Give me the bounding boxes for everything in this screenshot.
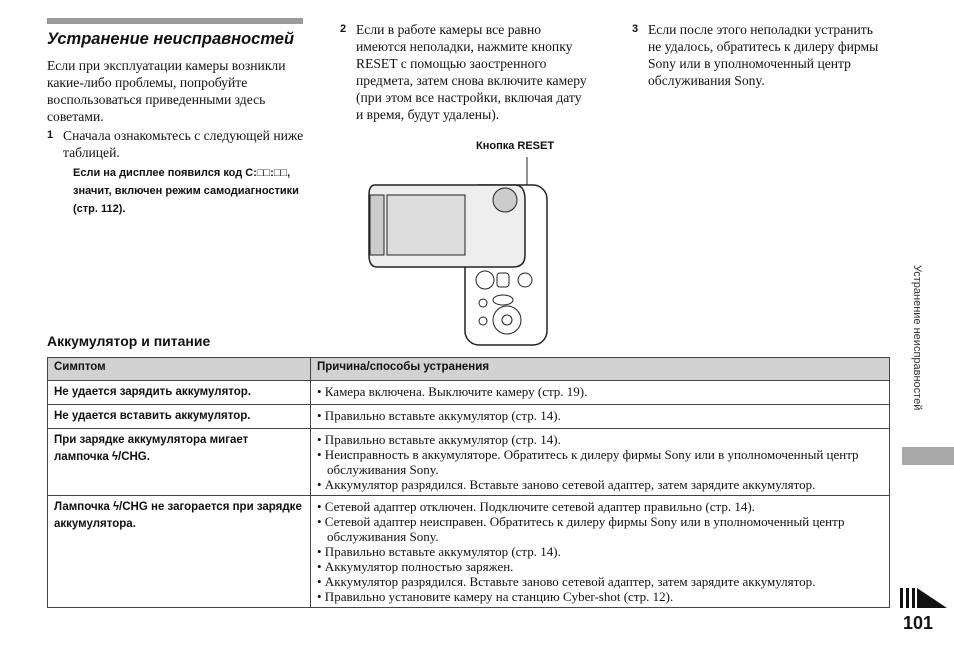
column-header-cause: Причина/способы устранения (311, 358, 890, 381)
troubleshooting-table (47, 357, 890, 608)
step-3 (632, 21, 888, 89)
section-bar (47, 18, 303, 24)
table-row (48, 405, 890, 429)
symptom-cell: При зарядке аккумулятора мигает лампочка ϟ/CHG. (48, 429, 311, 496)
cause-item: • Правильно установите камеру на станцию Cyber-shot (стр. 12). (317, 589, 674, 604)
step-number: 2 (340, 23, 347, 35)
cause-item: • Аккумулятор разрядился. Вставьте заново сетевой адаптер, затем зарядите аккумулятор. (317, 574, 816, 589)
page-title: Устранение неисправностей (47, 30, 295, 48)
cause-item: • Камера включена. Выключите камеру (стр. 19). (317, 384, 588, 399)
side-section-label: Устранение неисправностей (911, 265, 923, 411)
page-number: 101 (903, 613, 934, 633)
step-text: Если после этого неполадки устранить не удалось, обратитесь к дилеру фирмы Sony или в уполномоченный центр обслуживания Sony. (648, 22, 879, 88)
reset-button-label: Кнопка RESET (476, 140, 555, 152)
table-row (48, 381, 890, 405)
symptom-cell: Не удается вставить аккумулятор. (48, 405, 311, 429)
cause-cell (311, 405, 890, 429)
column-header-symptom: Симптом (48, 358, 311, 381)
table-row (48, 496, 890, 608)
cause-cell (311, 496, 890, 608)
cause-cell (311, 429, 890, 496)
camera-illustration (365, 155, 555, 350)
cause-cell (311, 381, 890, 405)
cause-item: • Неисправность в аккумуляторе. Обратитесь к дилеру фирмы Sony или в уполномоченный центр обслуживания Sony. (317, 447, 859, 477)
intro-text: Если при эксплуатации камеры возникли какие-либо проблемы, попробуйте воспользоваться приведенными здесь советами. (47, 58, 286, 124)
cause-item: • Правильно вставьте аккумулятор (стр. 14). (317, 408, 561, 423)
cause-item: • Правильно вставьте аккумулятор (стр. 14). (317, 432, 561, 447)
cause-item: • Правильно вставьте аккумулятор (стр. 14). (317, 544, 561, 559)
symptom-cell: Лампочка ϟ/CHG не загорается при зарядке аккумулятора. (48, 496, 311, 608)
diagnostic-note: Если на дисплее появился код C:□□:□□, значит, включен режим самодиагностики (стр. 112). (73, 167, 299, 215)
step-1 (47, 127, 305, 218)
continue-arrow-icon (900, 588, 948, 608)
step-number: 3 (632, 23, 639, 35)
cause-item: • Сетевой адаптер отключен. Подключите сетевой адаптер правильно (стр. 14). (317, 499, 755, 514)
table-row (48, 429, 890, 496)
symptom-cell: Не удается зарядить аккумулятор. (48, 381, 311, 405)
step-number: 1 (47, 129, 54, 141)
cause-item: • Аккумулятор полностью заряжен. (317, 559, 514, 574)
step-text: Сначала ознакомьтесь с следующей ниже таблицей. (63, 128, 304, 160)
section-heading: Аккумулятор и питание (47, 333, 211, 349)
cause-item: • Сетевой адаптер неисправен. Обратитесь к дилеру фирмы Sony или в уполномоченный центр обслуживания Sony. (317, 514, 845, 544)
side-tab-marker (902, 447, 954, 465)
table-header-row (48, 358, 890, 381)
cause-item: • Аккумулятор разрядился. Вставьте заново сетевой адаптер, затем зарядите аккумулятор. (317, 477, 816, 492)
step-2 (340, 21, 588, 123)
step-text: Если в работе камеры все равно имеются неполадки, нажмите кнопку RESET с помощью заостренного предмета, затем снова включите камеру (при этом все настройки, включая дату и время, будут удалены). (356, 22, 587, 122)
